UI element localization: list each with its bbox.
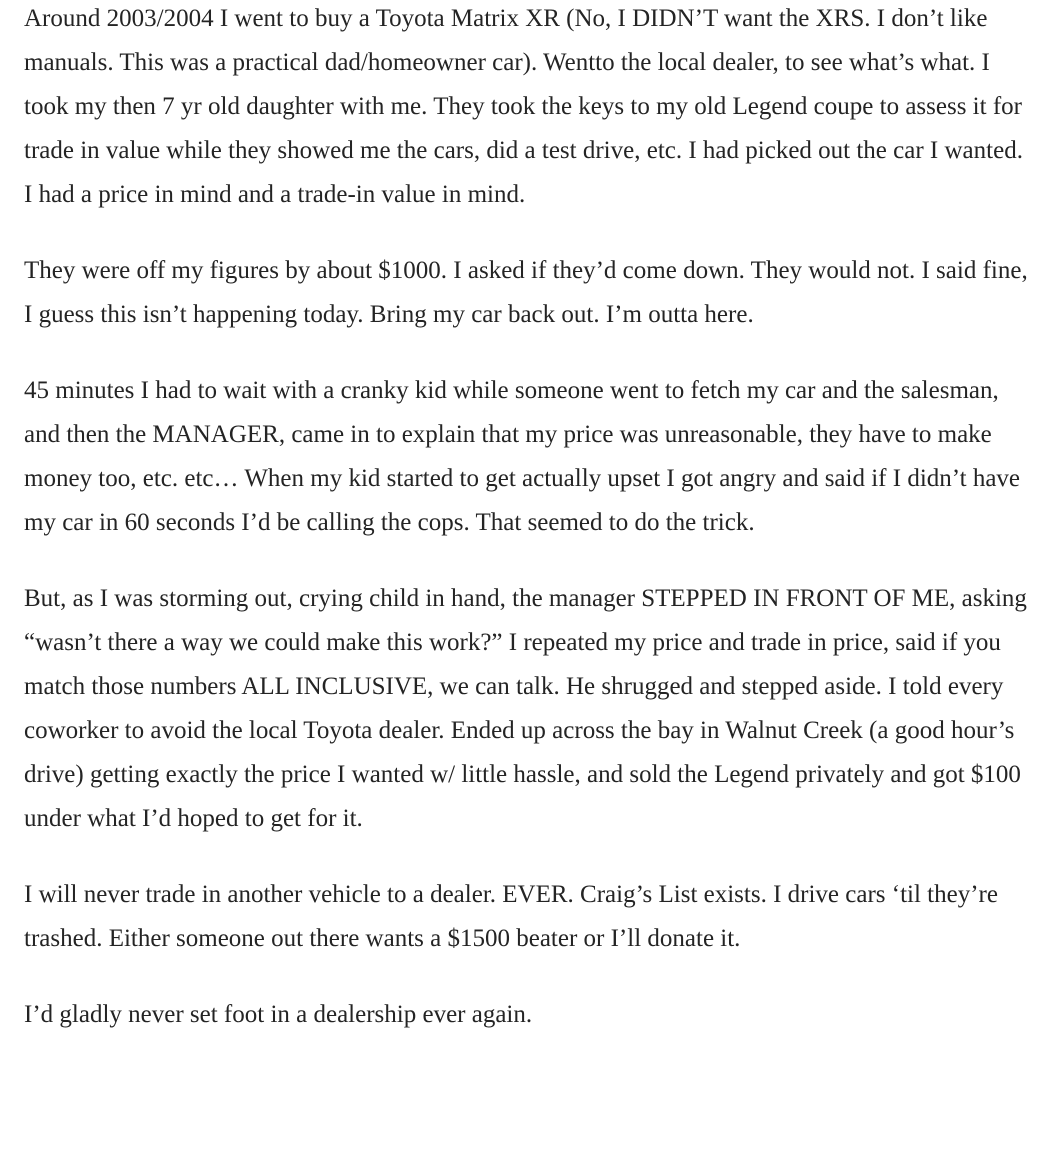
paragraph-1: Around 2003/2004 I went to buy a Toyota Matrix XR (No, I DIDN’T want the XRS. I don’t like manuals. This was a practical dad/homeowner car). Wentto the local dealer, to see what’s what. I took my then 7 yr old daughter with me. They took the keys to my old Legend coupe to assess it for trade in value while they showed me the cars, did a test drive, etc. I had picked out the car I wanted. I had a price in mind and a trade-in value in mind. — [24, 5, 1023, 208]
paragraph-2: They were off my figures by about $1000. I asked if they’d come down. They would not. I said fine, I guess this isn’t happening today. Bring my car back out. I’m outta here. — [24, 257, 1028, 328]
paragraph-5: I will never trade in another vehicle to a dealer. EVER. Craig’s List exists. I drive cars ‘til they’re trashed. Either someone out there wants a $1500 beater or I’ll donate it. — [24, 881, 998, 952]
paragraph-4: But, as I was storming out, crying child in hand, the manager STEPPED IN FRONT OF ME, asking “wasn’t there a way we could make this work?” I repeated my price and trade in price, said if you match those numbers ALL INCLUSIVE, we can talk. He shrugged and stepped aside. I told every coworker to avoid the local Toyota dealer. Ended up across the bay in Walnut Creek (a good hour’s drive) getting exactly the price I wanted w/ little hassle, and sold the Legend privately and got $100 under what I’d hoped to get for it. — [24, 585, 1027, 832]
article-body — [24, 0, 1028, 1069]
paragraph-3: 45 minutes I had to wait with a cranky kid while someone went to fetch my car and the salesman, and then the MANAGER, came in to explain that my price was unreasonable, they have to make money too, etc. etc… When my kid started to get actually upset I got angry and said if I didn’t have my car in 60 seconds I’d be calling the cops. That seemed to do the trick. — [24, 377, 1021, 536]
paragraph-6: I’d gladly never set foot in a dealership ever again. — [24, 1001, 533, 1028]
